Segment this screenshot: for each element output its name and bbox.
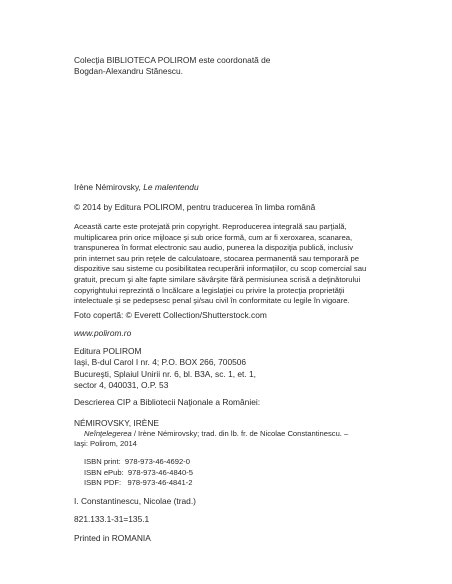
publisher-block bbox=[74, 346, 376, 392]
series-note bbox=[74, 55, 376, 78]
publisher-address-1: Iaşi, B-dul Carol I nr. 4; P.O. BOX 266, 700506 bbox=[74, 357, 247, 368]
copyright-notice bbox=[74, 202, 376, 213]
cover-photo-credit bbox=[74, 310, 376, 321]
udc-code bbox=[74, 514, 376, 525]
isbn-epub: ISBN ePub: 978-973-46-4840-5 bbox=[84, 467, 193, 477]
cip-title: Neînţelegerea bbox=[84, 429, 132, 439]
udc-text: 821.133.1-31=135.1 bbox=[74, 514, 150, 524]
isbn-list bbox=[74, 457, 376, 489]
legal-line: multiplicarea prin orice mijloace şi sub orice formă, cum ar fi xeroxarea, scanarea, bbox=[74, 232, 353, 242]
series-note-line-2: Bogdan-Alexandru Stănescu. bbox=[74, 66, 183, 77]
cip-title-line bbox=[74, 429, 376, 439]
translator-text: I. Constantinescu, Nicolae (trad.) bbox=[74, 496, 196, 506]
cover-photo-text: Foto copertă: © Everett Collection/Shutterstock.com bbox=[74, 310, 267, 320]
legal-line: copyrightului reprezintă o încălcare a legislaţiei cu privire la protecţia proprietăţii bbox=[74, 285, 345, 295]
legal-line: transpunerea în format electronic sau audio, punerea la dispoziţia publică, inclusiv bbox=[74, 243, 354, 253]
legal-notice bbox=[74, 222, 376, 307]
cip-translator bbox=[74, 496, 376, 507]
printed-text: Printed in ROMANIA bbox=[74, 533, 151, 543]
isbn-print: ISBN print: 978-973-46-4692-0 bbox=[84, 457, 190, 466]
website-link: www.polirom.ro bbox=[74, 328, 132, 338]
publisher-address-2: Bucureşti, Splaiul Unirii nr. 6, bl. B3A, sc. 1, et. 1, bbox=[74, 368, 257, 379]
original-title-line bbox=[74, 182, 376, 193]
cip-imprint: Iaşi: Polirom, 2014 bbox=[74, 439, 137, 449]
cip-record bbox=[74, 418, 376, 449]
cip-heading bbox=[74, 397, 376, 408]
isbn-pdf: ISBN PDF: 978-973-46-4841-2 bbox=[84, 478, 193, 488]
legal-line: gratuit, precum şi alte fapte similare săvârşite fără permisiunea scrisă a deţinătorului bbox=[74, 274, 361, 284]
legal-line: Această carte este protejată prin copyright. Reproducerea integrală sau parţială, bbox=[74, 222, 347, 231]
legal-line: intelectuale şi se pedepsesc penal şi/sau civil în conformitate cu legile în vigoare. bbox=[74, 296, 350, 306]
printed-in bbox=[74, 533, 376, 544]
original-title: Le malentendu bbox=[143, 182, 199, 192]
copyright-text: © 2014 by Editura POLIROM, pentru traducerea în limba română bbox=[74, 202, 316, 212]
original-author: Irène Némirovsky, bbox=[74, 182, 144, 192]
legal-line: dispozitive sau sisteme cu posibilitatea recuperării informaţiilor, cu scop comercial sau bbox=[74, 264, 367, 274]
website bbox=[74, 328, 376, 339]
publisher-name: Editura POLIROM bbox=[74, 346, 142, 356]
series-note-line-1: Colecţia BIBLIOTECA POLIROM este coordonată de bbox=[74, 55, 271, 65]
cip-heading-text: Descrierea CIP a Bibliotecii Naţionale a României: bbox=[74, 397, 261, 407]
cip-title-rest: / Irène Némirovsky; trad. din lb. fr. de Nicolae Constantinescu. – bbox=[131, 429, 349, 439]
publisher-address-3: sector 4, 040031, O.P. 53 bbox=[74, 380, 169, 391]
legal-line: prin internet sau prin reţele de calculatoare, stocarea permanentă sau temporară pe bbox=[74, 253, 360, 263]
cip-author: NÉMIROVSKY, IRÈNE bbox=[74, 418, 160, 428]
